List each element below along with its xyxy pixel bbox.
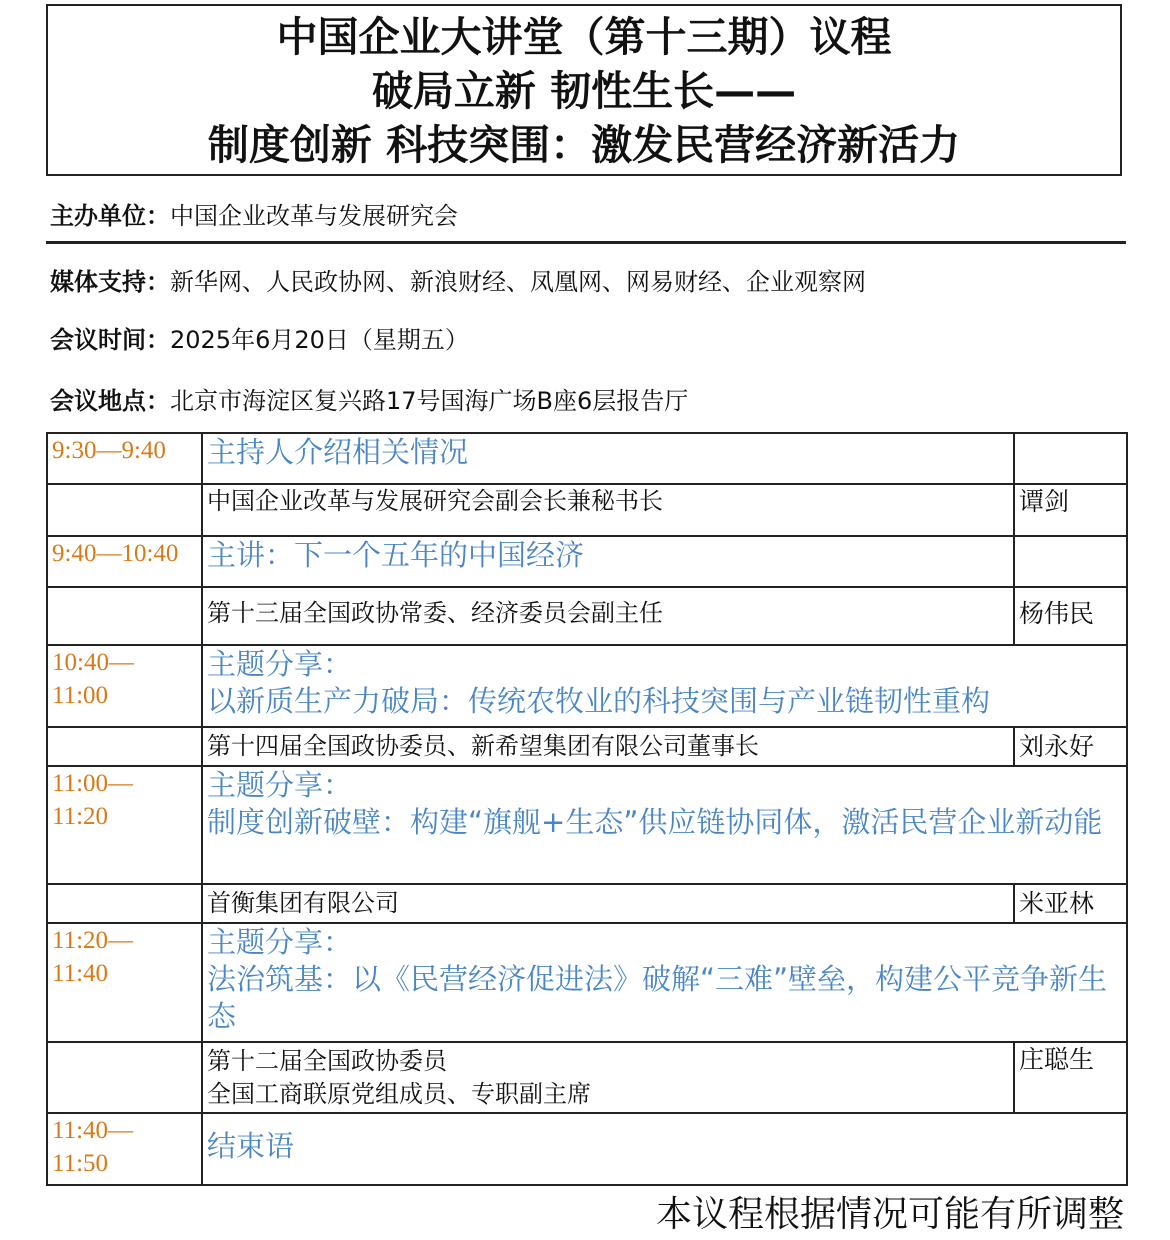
- session-topic: 主题分享： 制度创新破壁：构建“旗舰+生态”供应链协同体，激活民营企业新动能: [202, 766, 1127, 884]
- agenda-title-box: [46, 4, 1122, 176]
- speaker-name: 杨伟民: [1014, 587, 1127, 645]
- agenda-speaker-row: [47, 727, 1127, 766]
- time-slot: 11:20— 11:40: [47, 923, 202, 1042]
- agenda-topic-row: [47, 536, 1127, 587]
- organizer-value: 中国企业改革与发展研究会: [170, 202, 458, 230]
- speaker-title: 第十四届全国政协委员、新希望集团有限公司董事长: [202, 727, 1014, 766]
- agenda-table: [46, 432, 1128, 1186]
- session-topic: 主讲：下一个五年的中国经济: [202, 536, 1014, 587]
- location-row: [50, 381, 688, 416]
- agenda-topic-row: [47, 923, 1127, 1042]
- speaker-title: 中国企业改革与发展研究会副会长兼秘书长: [202, 484, 1014, 536]
- empty-cell: [1014, 536, 1127, 587]
- agenda-topic-row: [47, 645, 1127, 727]
- session-topic: 结束语: [202, 1113, 1127, 1185]
- location-label: 会议地点：: [50, 387, 170, 415]
- divider: [46, 241, 1126, 244]
- agenda-topic-row: [47, 1113, 1127, 1185]
- agenda-topic-row: [47, 766, 1127, 884]
- agenda-speaker-row: [47, 587, 1127, 645]
- media-label: 媒体支持：: [50, 268, 170, 296]
- speaker-name: 米亚林: [1014, 884, 1127, 923]
- agenda-speaker-row: [47, 884, 1127, 923]
- speaker-name: 刘永好: [1014, 727, 1127, 766]
- media-value: 新华网、人民政协网、新浪财经、凤凰网、网易财经、企业观察网: [170, 268, 866, 296]
- agenda-speaker-row: [47, 1042, 1127, 1113]
- session-topic: 主题分享： 以新质生产力破局：传统农牧业的科技突围与产业链韧性重构: [202, 645, 1127, 727]
- speaker-name: 谭剑: [1014, 484, 1127, 536]
- title-line-1: 中国企业大讲堂（第十三期）议程: [276, 13, 892, 61]
- empty-cell: [47, 587, 202, 645]
- organizer-label: 主办单位：: [50, 202, 170, 230]
- session-topic: 主持人介绍相关情况: [202, 433, 1014, 484]
- empty-cell: [47, 727, 202, 766]
- speaker-title: 第十二届全国政协委员 全国工商联原党组成员、专职副主席: [202, 1042, 1014, 1113]
- session-topic: 主题分享： 法治筑基：以《民营经济促进法》破解“三难”壁垒，构建公平竞争新生态: [202, 923, 1127, 1042]
- media-row: [50, 262, 866, 297]
- agenda-topic-row: [47, 433, 1127, 484]
- empty-cell: [47, 1042, 202, 1113]
- speaker-name: 庄聪生: [1014, 1042, 1127, 1113]
- location-value: 北京市海淀区复兴路17号国海广场B座6层报告厅: [170, 387, 689, 415]
- title-line-3: 制度创新 科技突围：激发民营经济新活力: [207, 121, 961, 169]
- empty-cell: [47, 484, 202, 536]
- empty-cell: [47, 884, 202, 923]
- time-slot: 11:00— 11:20: [47, 766, 202, 884]
- time-slot: 9:40—10:40: [47, 536, 202, 587]
- time-slot: 11:40— 11:50: [47, 1113, 202, 1185]
- time-value: 2025年6月20日（星期五）: [170, 326, 469, 354]
- title-line-2: 破局立新 韧性生长——: [371, 67, 797, 115]
- time-slot: 9:30—9:40: [47, 433, 202, 484]
- agenda-footnote: 本议程根据情况可能有所调整: [655, 1194, 1124, 1235]
- time-label: 会议时间：: [50, 326, 170, 354]
- organizer-row: [50, 196, 458, 231]
- time-slot: 10:40— 11:00: [47, 645, 202, 727]
- speaker-title: 首衡集团有限公司: [202, 884, 1014, 923]
- time-row: [50, 320, 469, 355]
- agenda-speaker-row: [47, 484, 1127, 536]
- empty-cell: [1014, 433, 1127, 484]
- speaker-title: 第十三届全国政协常委、经济委员会副主任: [202, 587, 1014, 645]
